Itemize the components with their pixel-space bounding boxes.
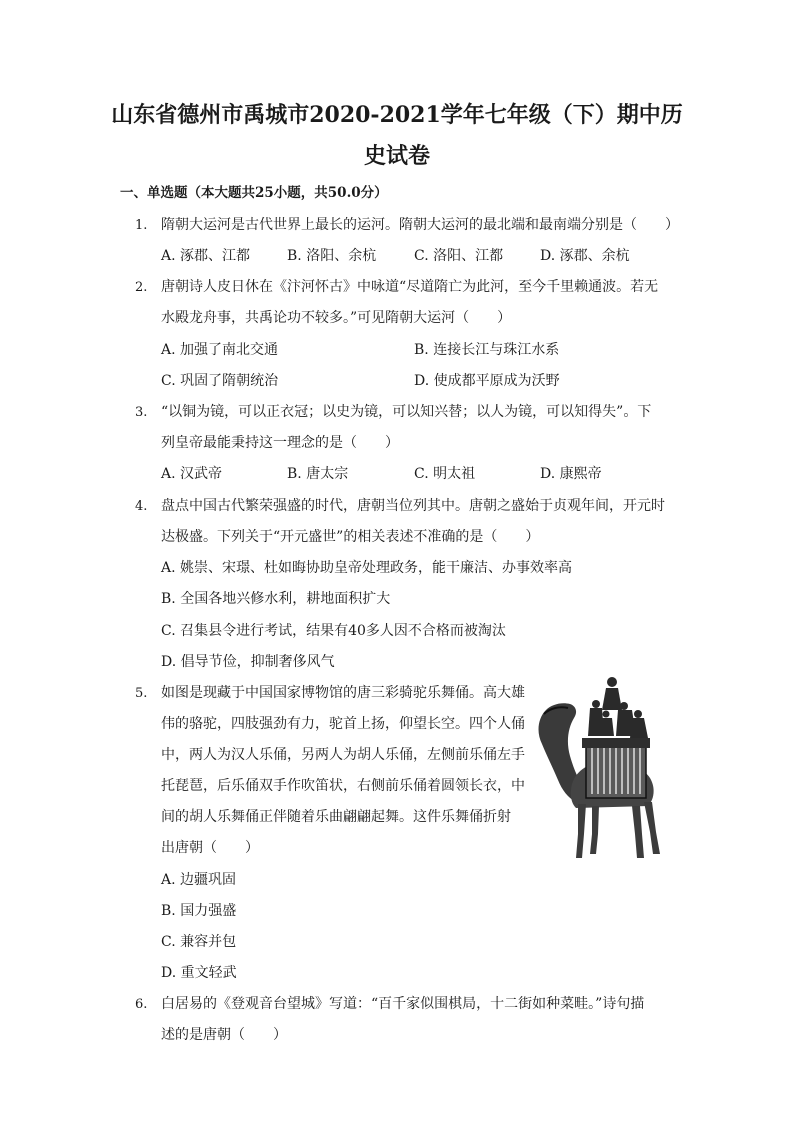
option-a: A. 边疆巩固 (161, 872, 237, 888)
option-b: B. 连接长江与珠江水系 (414, 342, 560, 358)
exam-title-line-2: 史试卷 (363, 143, 430, 169)
option-a: A. 涿郡、江都 (161, 248, 251, 264)
section-heading: 一、单选题（本大题共25小题，共50.0分） (120, 185, 388, 201)
question-text: 出唐朝（ ） (161, 840, 259, 856)
option-c: C. 明太祖 (414, 466, 476, 482)
option-b: B. 洛阳、余杭 (287, 248, 377, 264)
option-c: C. 洛阳、江都 (414, 248, 504, 264)
question-number: 2. (135, 280, 148, 295)
question-number: 1. (135, 218, 148, 233)
question-text: 述的是唐朝（ ） (161, 1027, 287, 1043)
option-c: C. 巩固了隋朝统治 (161, 373, 279, 389)
question-text: 如图是现藏于中国国家博物馆的唐三彩骑驼乐舞俑。高大雄 (161, 685, 525, 701)
option-c: C. 兼容并包 (161, 934, 237, 950)
question-text: 盘点中国古代繁荣强盛的时代，唐朝当位列其中。唐朝之盛始于贞观年间，开元时 (161, 498, 665, 514)
option-d: D. 康熙帝 (540, 466, 602, 482)
option-a: A. 汉武帝 (161, 466, 223, 482)
tang-sancai-camel-figurine-image (532, 674, 664, 862)
question-number: 5. (135, 686, 148, 701)
question-text: 达极盛。下列关于“开元盛世”的相关表述不准确的是（ ） (161, 529, 540, 545)
question-text: 中，两人为汉人乐俑，另两人为胡人乐俑，左侧前乐俑左手 (161, 747, 525, 763)
question-text: 间的胡人乐舞俑正伴随着乐曲翩翩起舞。这件乐舞俑折射 (161, 809, 511, 825)
option-d: D. 使成都平原成为沃野 (414, 373, 560, 389)
option-a: A. 姚崇、宋璟、杜如晦协助皇帝处理政务，能干廉洁、办事效率高 (161, 560, 573, 576)
option-c: C. 召集县令进行考试，结果有40多人因不合格而被淘汰 (161, 623, 506, 639)
option-d: D. 涿郡、余杭 (540, 248, 630, 264)
question-number: 4. (135, 499, 148, 514)
question-text: 托琵琶，后乐俑双手作吹笛状，右侧前乐俑着圆领长衣，中 (161, 778, 525, 794)
option-b: B. 唐太宗 (287, 466, 349, 482)
question-text: 隋朝大运河是古代世界上最长的运河。隋朝大运河的最北端和最南端分别是（ ） (161, 217, 679, 233)
question-text: 白居易的《登观音台望城》写道：“百千家似围棋局，十二街如种菜畦。”诗句描 (161, 996, 645, 1012)
question-text: 水殿龙舟事，共禹论功不较多。”可见隋朝大运河（ ） (161, 310, 512, 326)
question-number: 6. (135, 997, 148, 1012)
exam-title-line-1: 山东省德州市禹城市2020-2021学年七年级（下）期中历 (111, 102, 683, 128)
option-b: B. 国力强盛 (161, 903, 237, 919)
option-a: A. 加强了南北交通 (161, 342, 279, 358)
question-number: 3. (135, 405, 148, 420)
question-text: 列皇帝最能秉持这一理念的是（ ） (161, 435, 399, 451)
option-b: B. 全国各地兴修水利，耕地面积扩大 (161, 591, 391, 607)
question-text: “以铜为镜，可以正衣冠；以史为镜，可以知兴替；以人为镜，可以知得失”。下 (161, 404, 652, 420)
option-d: D. 倡导节俭，抑制奢侈风气 (161, 654, 335, 670)
question-text: 伟的骆驼，四肢强劲有力，驼首上扬，仰望长空。四个人俑 (161, 716, 525, 732)
question-text: 唐朝诗人皮日休在《汴河怀古》中咏道“尽道隋亡为此河，至今千里赖通波。若无 (161, 279, 659, 295)
option-d: D. 重文轻武 (161, 965, 237, 981)
